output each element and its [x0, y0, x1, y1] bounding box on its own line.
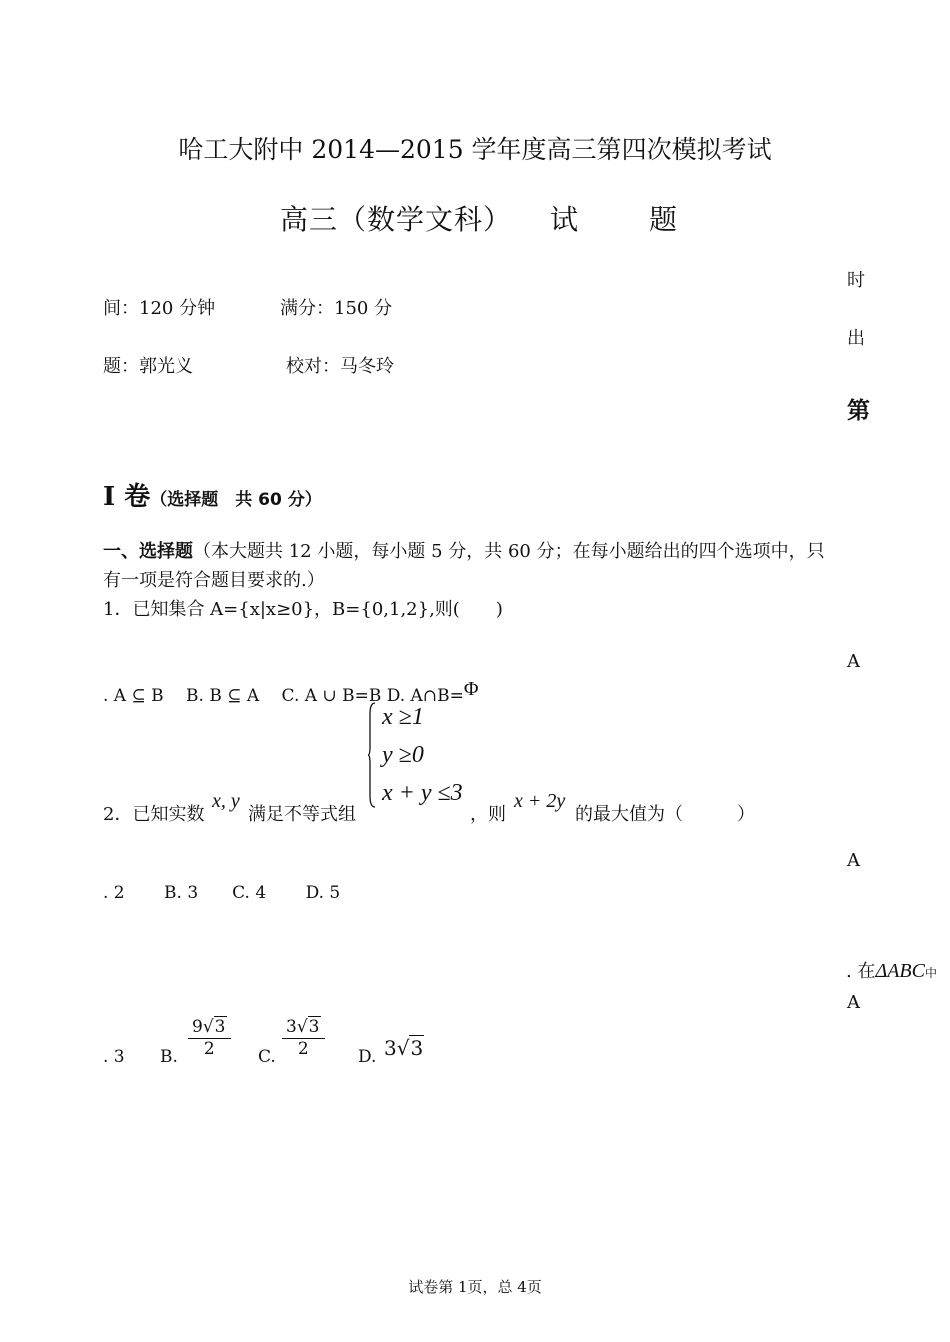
exam-subtitle — [280, 198, 678, 238]
section-title: （选择题 共 60 分） — [150, 490, 322, 510]
q3-option-c-label: C. — [258, 1047, 276, 1067]
q2-option-a-mark: A — [847, 850, 860, 871]
q1-options-text: . A ⊆ B B. B ⊆ A C. A ∪ B=B D. A∩B= — [103, 686, 464, 706]
d-coef: 3 — [384, 1036, 397, 1060]
q1-option-a-mark: A — [847, 651, 860, 672]
section-roman: I 卷 — [103, 482, 151, 512]
section-heading — [103, 476, 322, 513]
q3-option-c-fraction: $\frac{3√3}{2}$ — [282, 1016, 325, 1059]
phi-symbol: Φ — [463, 678, 479, 700]
q3-stem-start — [846, 957, 937, 983]
q2-vars: x, y — [212, 790, 240, 812]
inequality-row-3: x + y ≤3 — [382, 780, 463, 806]
exam-time: 间：120 分钟 — [103, 298, 216, 319]
side-mark-shi: 时 — [847, 270, 865, 291]
frac-b-coef: 9 — [192, 1017, 203, 1037]
part1-intro-line1 — [103, 537, 825, 563]
q2-options: . 2 B. 3 C. 4 D. 5 — [103, 883, 341, 903]
q3-option-d-value: 3√3 — [384, 1036, 424, 1060]
q3-prefix: . 在 — [846, 961, 876, 982]
subtitle-shi: 试 — [550, 203, 580, 236]
frac-b-denominator: 2 — [203, 1039, 215, 1059]
exam-title: 哈工大附中 2014—2015 学年度高三第四次模拟考试 — [178, 135, 772, 164]
exam-score: 满分：150 分 — [280, 298, 393, 319]
part1-label: 一、选择题 — [103, 541, 193, 562]
part1-desc: （本大题共 12 小题，每小题 5 分，共 60 分；在每小题给出的四个选项中，只 — [193, 541, 825, 562]
frac-b-radicand: 3 — [214, 1017, 226, 1037]
q3-option-a-mark: A — [847, 992, 860, 1013]
subtitle-subject: 高三（数学文科） — [280, 203, 513, 236]
q2-stem-c: ，则 — [470, 804, 506, 825]
q1-stem: 1．已知集合 A={x|x≥0}，B={0,1,2},则( ) — [103, 599, 503, 620]
frac-c-coef: 3 — [286, 1017, 297, 1037]
q3-option-a: . 3 — [103, 1047, 125, 1067]
q2-stem-d: 的最大值为（ ） — [575, 804, 755, 825]
subtitle-ti: 题 — [649, 203, 679, 236]
triangle-abc: ΔABC — [875, 960, 925, 982]
brace-icon — [368, 702, 376, 808]
q2-stem-b: 满足不等式组 — [248, 804, 356, 825]
d-radicand: 3 — [410, 1036, 424, 1060]
inequality-system — [368, 702, 468, 812]
frac-c-denominator: 2 — [297, 1039, 309, 1059]
side-mark-di: 第 — [847, 397, 870, 424]
part1-intro-line2: 有一项是符合题目要求的.） — [103, 570, 325, 591]
q3-tail: 中 — [924, 966, 937, 980]
frac-c-radicand: 3 — [308, 1017, 320, 1037]
inequality-row-2: y ≥0 — [382, 742, 424, 768]
q2-expression: x + 2y — [514, 790, 566, 812]
q3-option-b-label: B. — [160, 1047, 178, 1067]
exam-proofreader: 校对：马冬玲 — [286, 356, 394, 377]
q3-option-b-fraction: $\frac{9√3}{2}$ — [188, 1016, 231, 1059]
inequality-row-1: x ≥1 — [382, 704, 424, 730]
q2-stem-a: 2．已知实数 — [103, 804, 205, 825]
exam-author: 题：郭光义 — [103, 356, 193, 377]
side-mark-chu: 出 — [847, 328, 865, 349]
page-footer: 试卷第 1页，总 4页 — [408, 1278, 542, 1296]
q3-option-d-label: D. — [358, 1047, 377, 1067]
